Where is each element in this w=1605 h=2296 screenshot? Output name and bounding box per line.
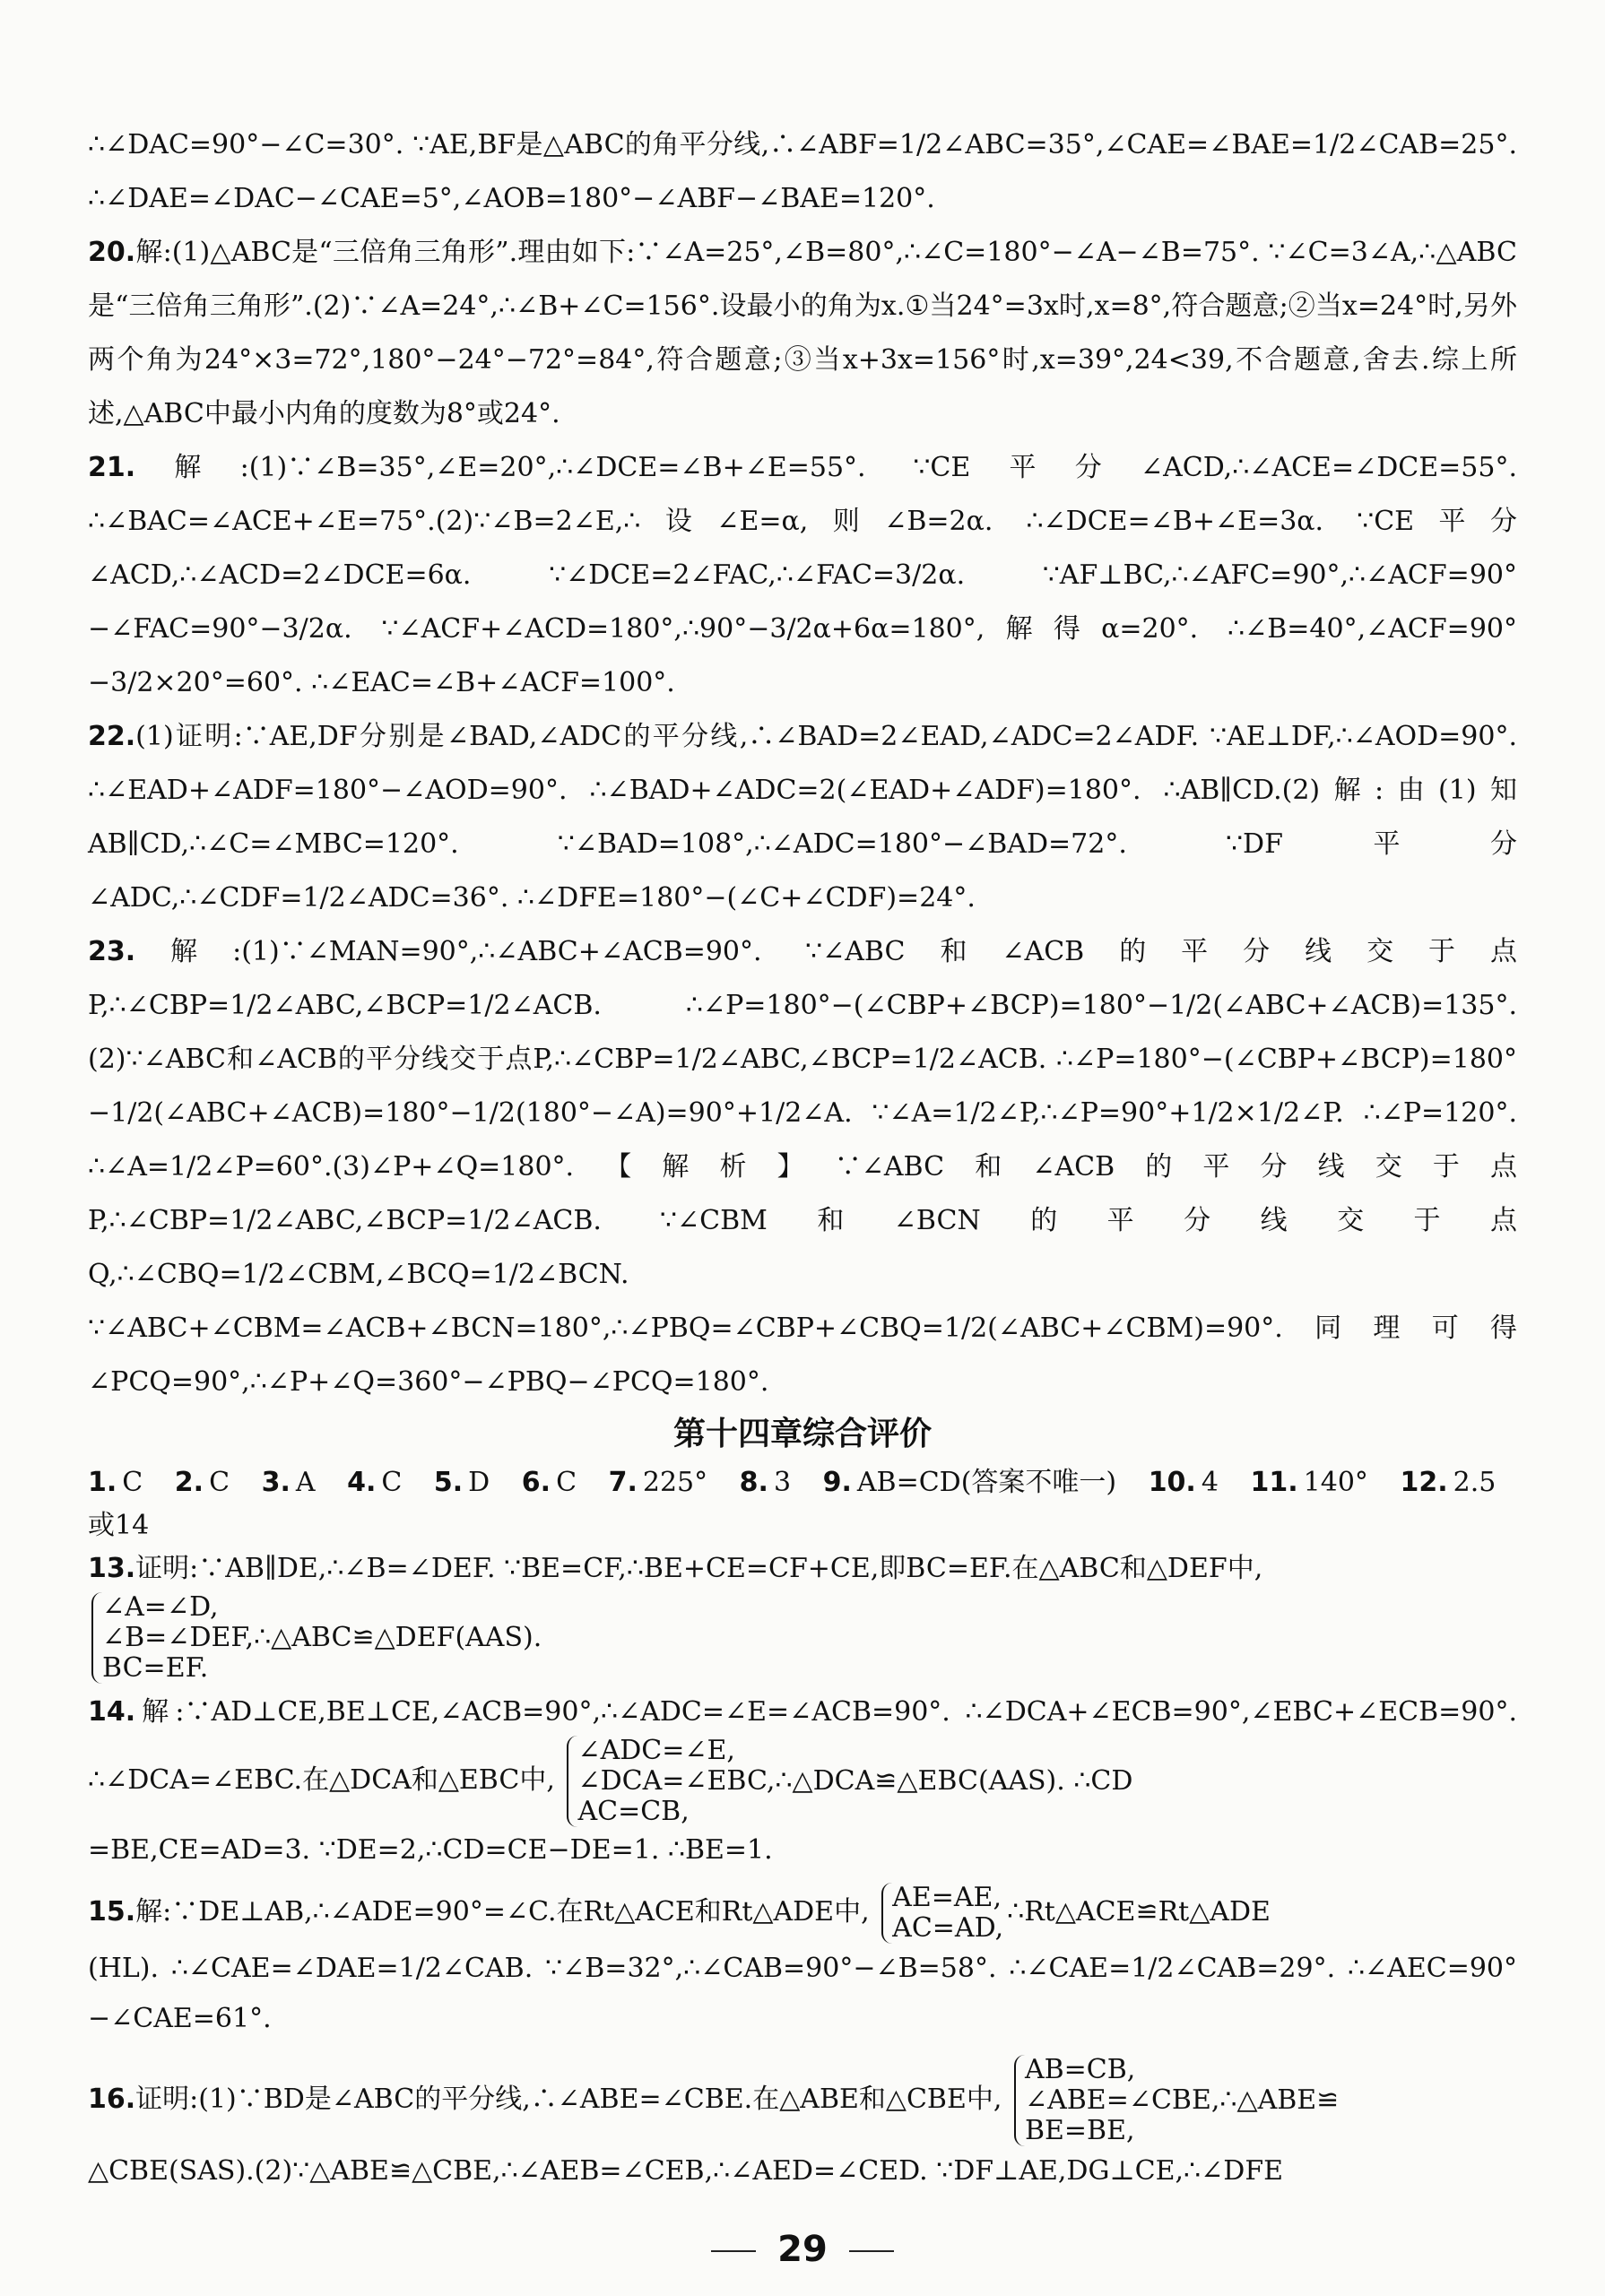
- question-number: 23.: [88, 936, 136, 967]
- equation-system: [1014, 2055, 1339, 2146]
- page-footer: [0, 2229, 1605, 2270]
- system-line: ∠A=∠D,: [102, 1591, 219, 1623]
- answer-value: D: [468, 1467, 490, 1498]
- answer-text: 证明:∵AB∥DE,∴∠B=∠DEF. ∵BE=CF,∴BE+CE=CF+CE,即BC=EF.在△ABC和△DEF中,: [135, 1553, 1263, 1584]
- question-number: 10.: [1148, 1467, 1196, 1498]
- answer-22: [88, 710, 1517, 925]
- answer-19-continued: ∴∠DAC=90°−∠C=30°. ∵AE,BF是△ABC的角平分线,∴∠ABF=1/2∠ABC=35°,∠CAE=∠BAE=1/2∠CAB=25°. ∴∠DAE=∠DAC−∠CAE=5°,∠AOB=180°−∠ABF−∠BAE=120°.: [88, 129, 1517, 214]
- answer-text: 解:(1)∵∠B=35°,∠E=20°,∴∠DCE=∠B+∠E=55°. ∵CE平分∠ACD,∴∠ACE=∠DCE=55°. ∴∠BAC=∠ACE+∠E=75°.(2)∵∠B=2∠E,∴设∠E=α,则∠B=2α. ∴∠DCE=∠B+∠E=3α. ∵CE平分∠ACD,∴∠ACD=2∠DCE=6α. ∵∠DCE=2∠FAC,∴∠FAC=3/2α. ∵AF⊥BC,∴∠AFC=90°,∴∠ACF=90°−∠FAC=90°−3/2α. ∵∠ACF+∠ACD=180°,∴90°−3/2α+6α=180°,解得α=20°. ∴∠B=40°,∠ACF=90°−3/2×20°=60°. ∴∠EAC=∠B+∠ACF=100°.: [88, 452, 1517, 698]
- answer-value: C: [122, 1467, 143, 1498]
- answer-value: AB=CD(答案不唯一): [856, 1467, 1117, 1498]
- question-number: 16.: [88, 2084, 136, 2115]
- question-number: 3.: [261, 1467, 291, 1498]
- system-line: AB=CB,: [1024, 2054, 1136, 2085]
- short-answers: [88, 1461, 1517, 1547]
- answer-value: 3: [773, 1467, 792, 1498]
- system-line: ∠B=∠DEF,∴△ABC≌△DEF(AAS).: [102, 1622, 542, 1653]
- answer-value: 4: [1201, 1467, 1219, 1498]
- answer-value: A: [295, 1467, 316, 1498]
- answer-value: 140°: [1303, 1467, 1368, 1498]
- answer-text: 证明:(1)∵BD是∠ABC的平分线,∴∠ABE=∠CBE.在△ABE和△CBE中,: [135, 2084, 1002, 2115]
- system-line: BC=EF.: [102, 1652, 209, 1684]
- answer-text: 解:(1)∵∠MAN=90°,∴∠ABC+∠ACB=90°. ∵∠ABC和∠ACB的平分线交于点P,∴∠CBP=1/2∠ABC,∠BCP=1/2∠ACB. ∴∠P=180°−(∠CBP+∠BCP)=180°−1/2(∠ABC+∠ACB)=135°.(2)∵∠ABC和∠ACB的平分线交于点P,∴∠CBP=1/2∠ABC,∠BCP=1/2∠ACB. ∴∠P=180°−(∠CBP+∠BCP)=180°−1/2(∠ABC+∠ACB)=180°−1/2(180°−∠A)=90°+1/2∠A. ∵∠A=1/2∠P,∴∠P=90°+1/2×1/2∠P. ∴∠P=120°. ∴∠A=1/2∠P=60°.(3)∠P+∠Q=180°.【解析】∵∠ABC和∠ACB的平分线交于点P,∴∠CBP=1/2∠ABC,∠BCP=1/2∠ACB. ∵∠CBM和∠BCN的平分线交于点Q,∴∠CBQ=1/2∠CBM,∠BCQ=1/2∠BCN. ∵∠ABC+∠CBM=∠ACB+∠BCN=180°,∴∠PBQ=∠CBP+∠CBQ=1/2(∠ABC+∠CBM)=90°.同理可得∠PCQ=90°,∴∠P+∠Q=360°−∠PBQ−∠PCQ=180°.: [88, 936, 1517, 1398]
- answer-text: 解:∵AD⊥CE,BE⊥CE,∠ACB=90°,∴∠ADC=∠E=∠ACB=90°. ∴∠DCA+∠ECB=90°,∠EBC+∠ECB=90°. ∴∠DCA=∠EBC.在△DCA和△EBC中,: [88, 1696, 1517, 1796]
- question-number: 15.: [88, 1896, 136, 1928]
- answer-13: [88, 1547, 1517, 1684]
- question-number: 6.: [521, 1467, 551, 1498]
- question-number: 13.: [88, 1553, 136, 1584]
- answer-20: [88, 226, 1517, 441]
- answer-text: 解:∵DE⊥AB,∴∠ADE=90°=∠C.在Rt△ACE和Rt△ADE中,: [135, 1896, 870, 1928]
- question-number: 20.: [88, 237, 136, 268]
- question-number: 11.: [1250, 1467, 1298, 1498]
- page-number: 29: [777, 2229, 828, 2270]
- answer-text: (1)证明:∵AE,DF分别是∠BAD,∠ADC的平分线,∴∠BAD=2∠EAD,∠ADC=2∠ADF. ∵AE⊥DF,∴∠AOD=90°. ∴∠EAD+∠ADF=180°−∠AOD=90°. ∴∠BAD+∠ADC=2(∠EAD+∠ADF)=180°. ∴AB∥CD.(2)解:由(1)知AB∥CD,∴∠C=∠MBC=120°. ∵∠BAD=108°,∴∠ADC=180°−∠BAD=72°. ∵DF平分∠ADC,∴∠CDF=1/2∠ADC=36°. ∴∠DFE=180°−(∠C+∠CDF)=24°.: [88, 721, 1517, 914]
- system-line: AC=AD,: [892, 1912, 1004, 1944]
- equation-system: [567, 1736, 1132, 1827]
- footer-dash-right: [849, 2250, 894, 2252]
- question-number: 5.: [433, 1467, 464, 1498]
- answer-16: [88, 2055, 1517, 2196]
- answer-value: 225°: [642, 1467, 708, 1498]
- answer-14: [88, 1689, 1517, 1874]
- system-line: AC=CB,: [577, 1796, 690, 1827]
- question-number: 9.: [822, 1467, 852, 1498]
- question-number: 2.: [174, 1467, 204, 1498]
- answer-text: =BE,CE=AD=3. ∵DE=2,∴CD=CE−DE=1. ∴BE=1.: [88, 1834, 773, 1866]
- question-number: 14.: [88, 1696, 136, 1728]
- question-number: 4.: [347, 1467, 377, 1498]
- answer-15: [88, 1883, 1517, 2044]
- equation-system: [881, 1883, 1003, 1944]
- answer-text: ∴Rt△ACE≌Rt△ADE: [1007, 1896, 1271, 1928]
- answer-text: (HL). ∴∠CAE=∠DAE=1/2∠CAB. ∵∠B=32°,∴∠CAB=90°−∠B=58°. ∴∠CAE=1/2∠CAB=29°. ∴∠AEC=90°−∠CAE=61°.: [88, 1953, 1517, 2034]
- answer-text: △CBE(SAS).(2)∵△ABE≌△CBE,∴∠AEB=∠CEB,∴∠AED=∠CED. ∵DF⊥AE,DG⊥CE,∴∠DFE: [88, 2155, 1284, 2187]
- equation-system: [91, 1592, 1514, 1684]
- question-number: 12.: [1400, 1467, 1448, 1498]
- question-number: 21.: [88, 452, 136, 483]
- question-number: 1.: [88, 1467, 117, 1498]
- answer-value: C: [209, 1467, 230, 1498]
- system-line: ∠DCA=∠EBC,∴△DCA≌△EBC(AAS). ∴CD: [577, 1765, 1133, 1797]
- question-number: 8.: [739, 1467, 768, 1498]
- question-number: 7.: [608, 1467, 638, 1498]
- answer-text: 解:(1)△ABC是“三倍角三角形”.理由如下:∵∠A=25°,∠B=80°,∴∠C=180°−∠A−∠B=75°. ∵∠C=3∠A,∴△ABC是“三倍角三角形”.(2)∵∠A=24°,∴∠B+∠C=156°.设最小的角为x.①当24°=3x时,x=8°,符合题意;②当x=24°时,另外两个角为24°×3=72°,180°−24°−72°=84°,符合题意;③当x+3x=156°时,x=39°,24<39,不合题意,舍去.综上所述,△ABC中最小内角的度数为8°或24°.: [88, 237, 1517, 429]
- question-number: 22.: [88, 721, 136, 752]
- answer-23: [88, 925, 1517, 1409]
- system-line: AE=AE,: [892, 1882, 1002, 1913]
- answer-21: [88, 441, 1517, 710]
- answer-value: C: [556, 1467, 577, 1498]
- answer-value: 2.5或14: [88, 1467, 1497, 1541]
- answer-content: [88, 118, 1517, 2196]
- system-line: BE=BE,: [1024, 2115, 1135, 2146]
- system-line: ∠ADC=∠E,: [577, 1735, 735, 1766]
- section-title: 第十四章综合评价: [672, 1416, 932, 1452]
- system-line: ∠ABE=∠CBE,∴△ABE≌: [1024, 2084, 1340, 2116]
- answer-value: C: [381, 1467, 403, 1498]
- footer-dash-left: [711, 2250, 756, 2252]
